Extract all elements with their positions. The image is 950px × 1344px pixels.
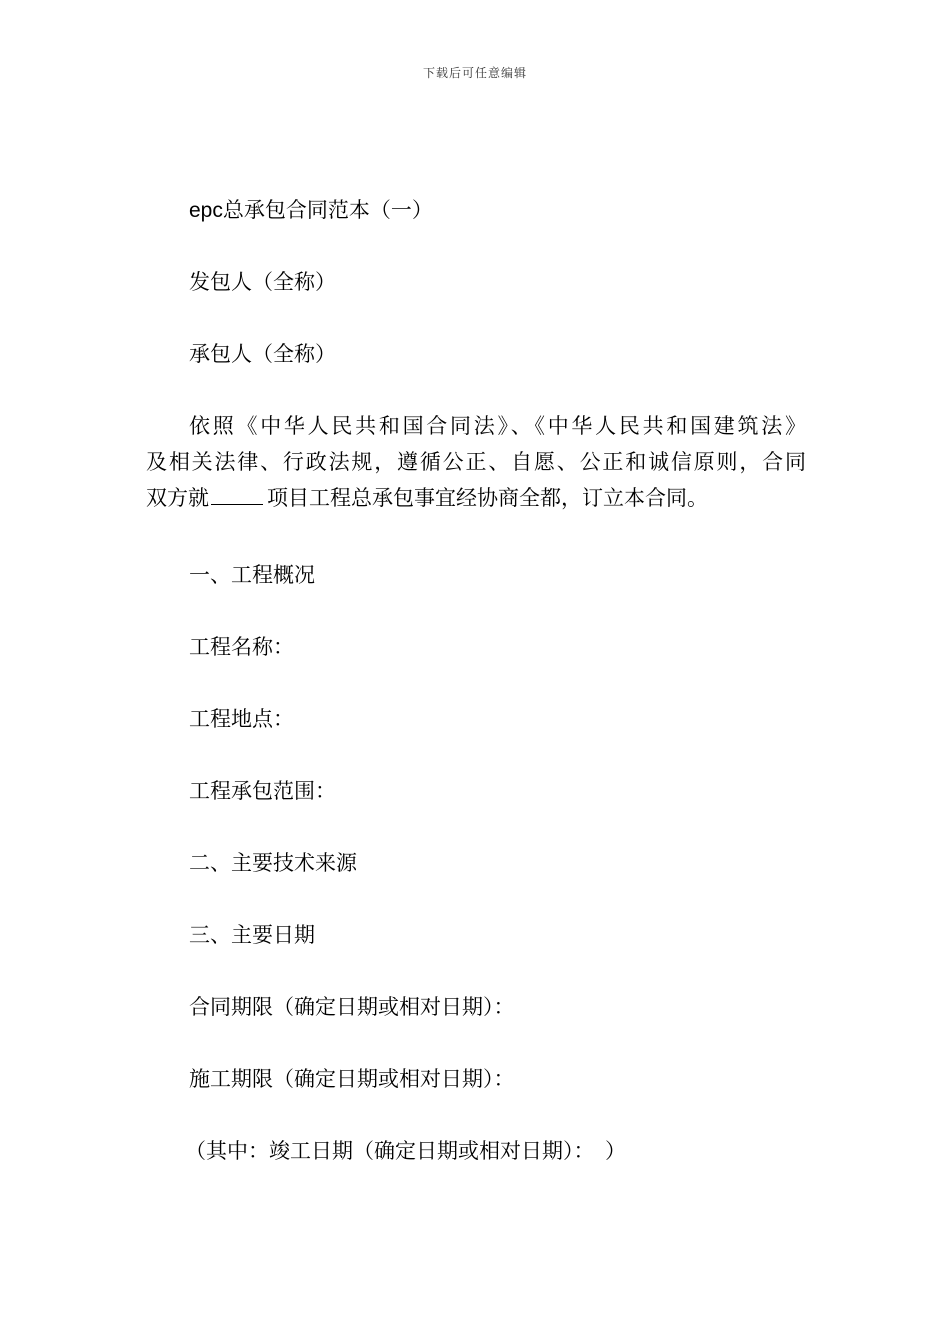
project-location-line: 工程地点： — [189, 707, 294, 731]
preamble-line-3 — [146, 480, 806, 516]
document-title-rest: 总承包合同范本（一） — [222, 198, 433, 222]
document-title-prefix: epc — [189, 199, 223, 222]
contract-period-line: 合同期限（确定日期或相对日期）： — [189, 995, 515, 1019]
construction-period-line: 施工期限（确定日期或相对日期）： — [189, 1067, 515, 1091]
section-2-heading: 二、主要技术来源 — [189, 851, 357, 875]
project-scope-line: 工程承包范围： — [189, 779, 336, 803]
project-name-blank — [211, 484, 263, 505]
preamble-paragraph — [146, 408, 806, 516]
completion-date-line: （其中：竣工日期（确定日期或相对日期）： ） — [185, 1139, 626, 1163]
preamble-line-3-start: 双方就 — [146, 486, 209, 510]
employer-line: 发包人（全称） — [189, 270, 336, 294]
document-title — [189, 196, 433, 225]
preamble-line-3-end: 项目工程总承包事宜经协商全都，订立本合同。 — [267, 486, 708, 510]
section-1-heading: 一、工程概况 — [189, 563, 315, 587]
contractor-line: 承包人（全称） — [189, 342, 336, 366]
project-name-line: 工程名称： — [189, 635, 294, 659]
preamble-line-2: 及相关法律、行政法规，遵循公正、自愿、公正和诚信原则，合同 — [146, 450, 806, 474]
header-note: 下载后可任意编辑 — [422, 66, 527, 80]
preamble-line-1: 依照《中华人民共和国合同法》、《中华人民共和国建筑法》 — [189, 414, 806, 438]
section-3-heading: 三、主要日期 — [189, 923, 315, 947]
